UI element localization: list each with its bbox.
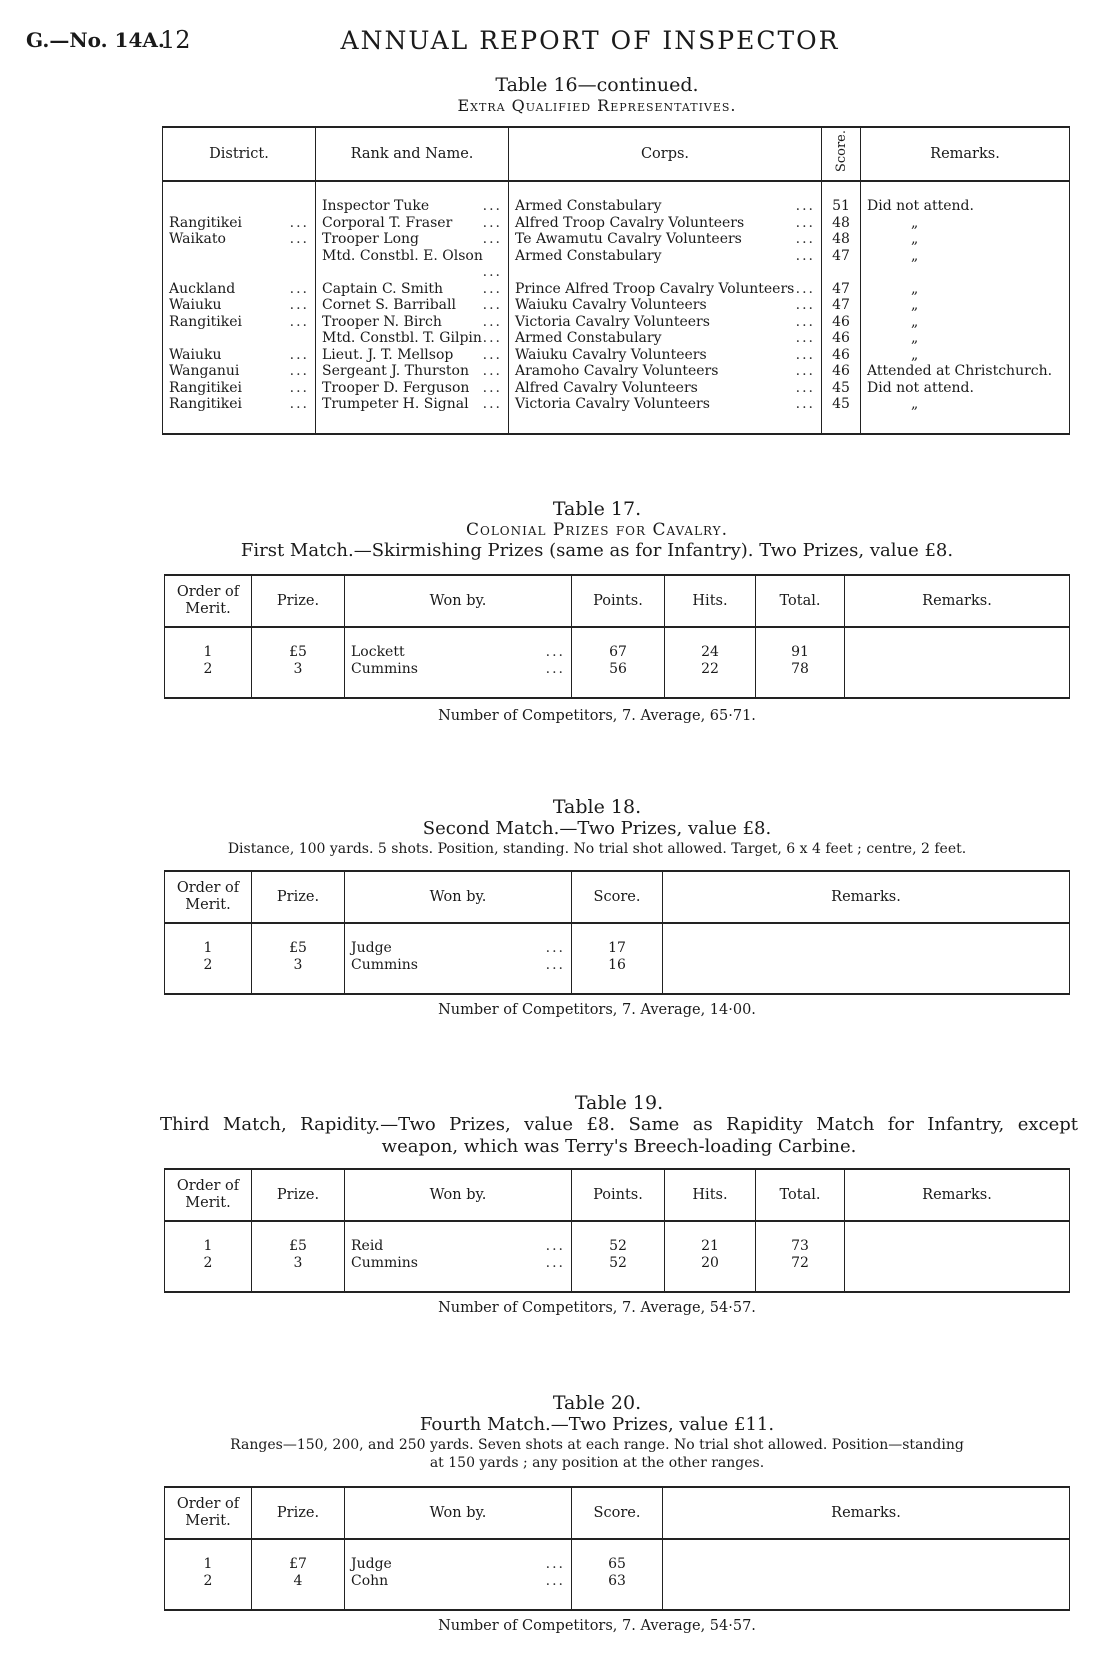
table-cell: Captain C. Smith ... bbox=[316, 281, 509, 298]
table-cell: Trooper Long ... bbox=[316, 231, 509, 248]
table-cell: 52 bbox=[572, 1255, 665, 1272]
table-cell: 1 bbox=[165, 1238, 252, 1255]
table-cell: 1 bbox=[165, 940, 252, 957]
table-cell: Mtd. Constbl. T. Gilpin ... bbox=[316, 330, 509, 347]
table-row bbox=[163, 396, 1070, 413]
page-title: ANNUAL REPORT OF INSPECTOR bbox=[340, 26, 840, 55]
table-17-subtitle: Colonial Prizes for Cavalry. bbox=[465, 520, 729, 540]
table-cell: £7 bbox=[252, 1556, 345, 1573]
table-16-number: Table 16—continued. bbox=[495, 74, 699, 96]
table-cell: 73 bbox=[756, 1238, 845, 1255]
table-cell: Attended at Christchurch. bbox=[861, 363, 1070, 380]
col-prize: Prize. bbox=[252, 1169, 345, 1221]
table-cell: 20 bbox=[665, 1255, 756, 1272]
col-hits: Hits. bbox=[665, 575, 756, 627]
page-header bbox=[26, 24, 1074, 58]
table-cell: 2 bbox=[165, 1573, 252, 1590]
table-cell: 65 bbox=[572, 1556, 663, 1573]
table-cell: 2 bbox=[165, 957, 252, 974]
table-cell: Corporal T. Fraser ... bbox=[316, 215, 509, 232]
table-cell: Rangitikei ... bbox=[163, 396, 316, 413]
col-won-by: Won by. bbox=[345, 1169, 572, 1221]
table-cell: 45 bbox=[822, 380, 861, 397]
table-cell: 78 bbox=[756, 661, 845, 678]
col-order-of-merit: Order of Merit. bbox=[165, 1487, 252, 1539]
table-cell: Rangitikei ... bbox=[163, 314, 316, 331]
table-cell: Mtd. Constbl. E. Olson ... bbox=[316, 248, 509, 281]
col-district: District. bbox=[163, 127, 316, 181]
table-cell: Auckland ... bbox=[163, 281, 316, 298]
table-cell: Cornet S. Barriball ... bbox=[316, 297, 509, 314]
table-cell: „ bbox=[861, 281, 1070, 298]
table-cell bbox=[163, 330, 316, 347]
table-cell: 67 bbox=[572, 644, 665, 661]
table-cell: Did not attend. bbox=[861, 380, 1070, 397]
table-row bbox=[163, 248, 1070, 281]
table-cell: 3 bbox=[252, 957, 345, 974]
table-cell bbox=[845, 661, 1070, 678]
col-score: Score. bbox=[572, 1487, 663, 1539]
table-cell: Waikato ... bbox=[163, 231, 316, 248]
table-cell: 46 bbox=[822, 347, 861, 364]
table-cell: 46 bbox=[822, 363, 861, 380]
table-17-summary: Number of Competitors, 7. Average, 65·71. bbox=[438, 708, 756, 724]
table-cell: £5 bbox=[252, 940, 345, 957]
table-row bbox=[165, 1573, 1070, 1590]
table-row bbox=[165, 661, 1070, 678]
table-cell: Inspector Tuke ... bbox=[316, 198, 509, 215]
table-cell: Judge ... bbox=[345, 1556, 572, 1573]
table-cell: 24 bbox=[665, 644, 756, 661]
table-cell: Rangitikei ... bbox=[163, 215, 316, 232]
table-19 bbox=[164, 1168, 1070, 1293]
table-cell: Rangitikei ... bbox=[163, 380, 316, 397]
document-reference: G.—No. 14A. bbox=[26, 28, 165, 52]
table-cell: Did not attend. bbox=[861, 198, 1070, 215]
table-cell: Waiuku ... bbox=[163, 297, 316, 314]
table-cell: „ bbox=[861, 314, 1070, 331]
table-17-caption bbox=[120, 498, 1074, 562]
table-cell: 47 bbox=[822, 248, 861, 281]
table-cell: Wanganui ... bbox=[163, 363, 316, 380]
table-cell: Cummins ... bbox=[345, 1255, 572, 1272]
table-row bbox=[165, 940, 1070, 957]
table-cell: 4 bbox=[252, 1573, 345, 1590]
table-20-match-line: Fourth Match.—Two Prizes, value £11. bbox=[419, 1414, 775, 1435]
col-remarks: Remarks. bbox=[861, 127, 1070, 181]
table-cell: Aramoho Cavalry Volunteers ... bbox=[509, 363, 822, 380]
table-19-number: Table 19. bbox=[574, 1092, 664, 1114]
table-cell: 56 bbox=[572, 661, 665, 678]
table-cell: Reid ... bbox=[345, 1238, 572, 1255]
table-19-weapon-line: weapon, which was Terry's Breech-loading Carbine. bbox=[381, 1136, 857, 1157]
table-18-number: Table 18. bbox=[552, 796, 642, 818]
table-cell bbox=[163, 248, 316, 281]
table-cell: Trooper N. Birch ... bbox=[316, 314, 509, 331]
col-total: Total. bbox=[756, 575, 845, 627]
table-cell: Victoria Cavalry Volunteers ... bbox=[509, 396, 822, 413]
table-19-caption bbox=[160, 1092, 1078, 1158]
table-cell bbox=[845, 644, 1070, 661]
table-18-caption bbox=[120, 796, 1074, 858]
table-cell bbox=[163, 198, 316, 215]
table-cell: Armed Constabulary ... bbox=[509, 248, 822, 281]
table-cell: 3 bbox=[252, 661, 345, 678]
table-19-summary: Number of Competitors, 7. Average, 54·57. bbox=[438, 1300, 756, 1316]
table-20-caption bbox=[120, 1392, 1074, 1472]
table-row bbox=[163, 347, 1070, 364]
table-20 bbox=[164, 1486, 1070, 1611]
table-row bbox=[165, 1556, 1070, 1573]
table-cell: £5 bbox=[252, 1238, 345, 1255]
table-16 bbox=[162, 126, 1070, 435]
table-row bbox=[163, 314, 1070, 331]
table-19-match-line: Third Match, Rapidity.—Two Prizes, value £8. Same as Rapidity Match for Infantry, except bbox=[160, 1114, 1078, 1135]
page-number: 12 bbox=[160, 26, 191, 54]
col-order-of-merit: Order of Merit. bbox=[165, 871, 252, 923]
table-cell: 2 bbox=[165, 661, 252, 678]
col-score: Score. bbox=[572, 871, 663, 923]
table-18-match-line: Second Match.—Two Prizes, value £8. bbox=[422, 818, 772, 839]
table-cell: „ bbox=[861, 330, 1070, 347]
table-cell: Alfred Cavalry Volunteers ... bbox=[509, 380, 822, 397]
table-cell: 1 bbox=[165, 1556, 252, 1573]
table-row bbox=[165, 1238, 1070, 1255]
table-cell: 47 bbox=[822, 281, 861, 298]
table-row bbox=[163, 231, 1070, 248]
table-17-number: Table 17. bbox=[552, 498, 642, 520]
table-18-summary: Number of Competitors, 7. Average, 14·00. bbox=[438, 1002, 756, 1018]
table-cell: Alfred Troop Cavalry Volunteers ... bbox=[509, 215, 822, 232]
col-won-by: Won by. bbox=[345, 575, 572, 627]
table-row bbox=[163, 281, 1070, 298]
table-cell: Armed Constabulary ... bbox=[509, 330, 822, 347]
table-cell: 3 bbox=[252, 1255, 345, 1272]
table-row bbox=[163, 215, 1070, 232]
table-cell: Waiuku Cavalry Volunteers ... bbox=[509, 347, 822, 364]
table-row bbox=[163, 330, 1070, 347]
table-cell: Lockett ... bbox=[345, 644, 572, 661]
table-20-conditions-1: Ranges—150, 200, and 250 yards. Seven shots at each range. No trial shot allowed. Position—standing bbox=[230, 1437, 964, 1453]
table-cell: 45 bbox=[822, 396, 861, 413]
col-prize: Prize. bbox=[252, 871, 345, 923]
col-prize: Prize. bbox=[252, 1487, 345, 1539]
table-cell: 1 bbox=[165, 644, 252, 661]
table-cell: Lieut. J. T. Mellsop ... bbox=[316, 347, 509, 364]
table-cell bbox=[845, 1238, 1070, 1255]
table-cell: Waiuku Cavalry Volunteers ... bbox=[509, 297, 822, 314]
col-hits: Hits. bbox=[665, 1169, 756, 1221]
table-cell: Te Awamutu Cavalry Volunteers ... bbox=[509, 231, 822, 248]
table-cell: Cohn ... bbox=[345, 1573, 572, 1590]
table-row bbox=[163, 198, 1070, 215]
table-row bbox=[163, 380, 1070, 397]
table-cell: Sergeant J. Thurston ... bbox=[316, 363, 509, 380]
col-points: Points. bbox=[572, 575, 665, 627]
table-cell: Judge ... bbox=[345, 940, 572, 957]
table-cell: 22 bbox=[665, 661, 756, 678]
table-cell: „ bbox=[861, 231, 1070, 248]
table-18 bbox=[164, 870, 1070, 995]
table-cell: 63 bbox=[572, 1573, 663, 1590]
table-cell: 17 bbox=[572, 940, 663, 957]
table-cell bbox=[663, 940, 1070, 957]
col-score: Score. bbox=[822, 127, 861, 181]
table-cell: 46 bbox=[822, 314, 861, 331]
table-cell: 72 bbox=[756, 1255, 845, 1272]
col-order-of-merit: Order of Merit. bbox=[165, 1169, 252, 1221]
table-cell: „ bbox=[861, 248, 1070, 281]
table-cell: Cummins ... bbox=[345, 957, 572, 974]
table-cell: 46 bbox=[822, 330, 861, 347]
table-row bbox=[163, 363, 1070, 380]
table-cell: Waiuku ... bbox=[163, 347, 316, 364]
col-rank-name: Rank and Name. bbox=[316, 127, 509, 181]
col-won-by: Won by. bbox=[345, 871, 572, 923]
col-corps: Corps. bbox=[509, 127, 822, 181]
table-20-conditions-2: at 150 yards ; any position at the other ranges. bbox=[429, 1455, 765, 1471]
table-cell bbox=[663, 1573, 1070, 1590]
table-cell: 21 bbox=[665, 1238, 756, 1255]
table-cell bbox=[663, 957, 1070, 974]
table-17-match-line: First Match.—Skirmishing Prizes (same as for Infantry). Two Prizes, value £8. bbox=[240, 540, 954, 561]
table-18-conditions: Distance, 100 yards. 5 shots. Position, standing. No trial shot allowed. Target, 6 x 4 feet ; centre, 2 feet. bbox=[227, 841, 967, 857]
table-cell: Trumpeter H. Signal ... bbox=[316, 396, 509, 413]
table-cell: £5 bbox=[252, 644, 345, 661]
table-cell bbox=[663, 1556, 1070, 1573]
table-16-caption bbox=[120, 74, 1074, 116]
table-cell: Prince Alfred Troop Cavalry Volunteers ... bbox=[509, 281, 822, 298]
table-cell: „ bbox=[861, 396, 1070, 413]
table-cell: Trooper D. Ferguson ... bbox=[316, 380, 509, 397]
table-cell: 91 bbox=[756, 644, 845, 661]
table-row bbox=[165, 957, 1070, 974]
table-cell: „ bbox=[861, 297, 1070, 314]
table-cell: 51 bbox=[822, 198, 861, 215]
table-cell: 48 bbox=[822, 231, 861, 248]
table-row bbox=[165, 1255, 1070, 1272]
table-cell: Cummins ... bbox=[345, 661, 572, 678]
table-cell: 16 bbox=[572, 957, 663, 974]
col-remarks: Remarks. bbox=[663, 871, 1070, 923]
table-cell: Victoria Cavalry Volunteers ... bbox=[509, 314, 822, 331]
col-points: Points. bbox=[572, 1169, 665, 1221]
table-20-number: Table 20. bbox=[552, 1392, 642, 1414]
col-remarks: Remarks. bbox=[845, 1169, 1070, 1221]
table-row bbox=[165, 644, 1070, 661]
table-17 bbox=[164, 574, 1070, 699]
table-cell: 48 bbox=[822, 215, 861, 232]
table-cell: „ bbox=[861, 215, 1070, 232]
table-cell: „ bbox=[861, 347, 1070, 364]
table-cell: Armed Constabulary ... bbox=[509, 198, 822, 215]
table-cell: 47 bbox=[822, 297, 861, 314]
table-16-subtitle: Extra Qualified Representatives. bbox=[457, 96, 737, 115]
col-prize: Prize. bbox=[252, 575, 345, 627]
col-remarks: Remarks. bbox=[845, 575, 1070, 627]
table-cell: 52 bbox=[572, 1238, 665, 1255]
table-row bbox=[163, 297, 1070, 314]
table-cell: 2 bbox=[165, 1255, 252, 1272]
col-order-of-merit: Order of Merit. bbox=[165, 575, 252, 627]
table-cell bbox=[845, 1255, 1070, 1272]
col-total: Total. bbox=[756, 1169, 845, 1221]
col-won-by: Won by. bbox=[345, 1487, 572, 1539]
col-remarks: Remarks. bbox=[663, 1487, 1070, 1539]
table-20-summary: Number of Competitors, 7. Average, 54·57. bbox=[438, 1618, 756, 1634]
